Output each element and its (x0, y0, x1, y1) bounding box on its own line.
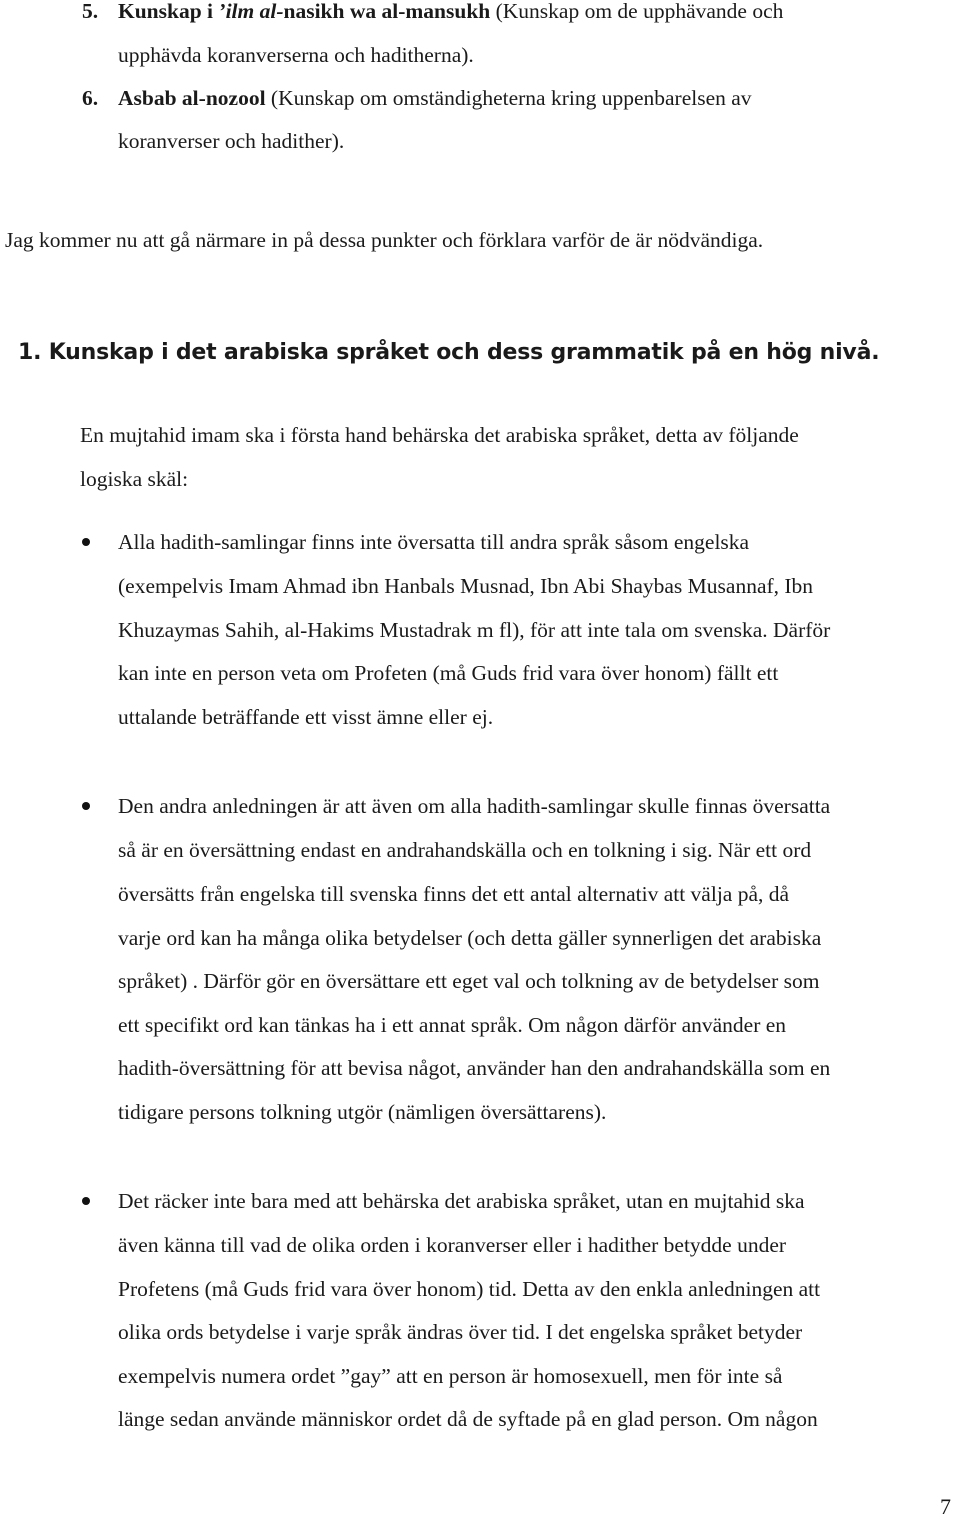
bullet-line: ett specifikt ord kan tänkas ha i ett annat språk. Om någon därför använder en (118, 1013, 787, 1037)
bullet-line: exempelvis numera ordet ”gay” att en person är homosexuell, men för inte så (118, 1364, 783, 1388)
bullet-line: Alla hadith-samlingar finns inte översatta till andra språk såsom engelska (118, 530, 750, 554)
list-item-title: Kunskap i (118, 0, 219, 23)
bullet-line: Khuzaymas Sahih, al-Hakims Mustadrak m fl), för att inte tala om svenska. Därför (118, 618, 831, 642)
list-number: 6. (82, 86, 99, 110)
list-item-title: Asbab al-nozool (118, 86, 266, 110)
bullet-line: så är en översättning endast en andrahandskälla och en tolkning i sig. När ett ord (118, 838, 812, 862)
bullet-line: språket) . Därför gör en översättare ett eget val och tolkning av de betydelser som (118, 969, 820, 993)
bullet-line: (exempelvis Imam Ahmad ibn Hanbals Musnad, Ibn Abi Shaybas Musannaf, Ibn (118, 574, 814, 598)
bullet-line: Profetens (må Guds frid vara över honom) tid. Detta av den enkla anledningen att (118, 1277, 821, 1301)
list-item-line: upphävda koranverserna och haditherna). (118, 43, 474, 67)
page-number: 7 (940, 1494, 951, 1519)
list-item-line: koranverser och hadither). (118, 129, 345, 153)
bullet-icon (82, 1197, 90, 1205)
bullet-line: Det räcker inte bara med att behärska det arabiska språket, utan en mujtahid ska (118, 1189, 805, 1213)
bullet-icon (82, 538, 90, 546)
section-heading: 1. Kunskap i det arabiska språket och dess grammatik på en hög nivå. (18, 340, 880, 365)
list-item-title: nasikh wa al-mansukh (283, 0, 491, 23)
paragraph-line: logiska skäl: (80, 467, 189, 491)
bullet-icon (82, 802, 90, 810)
list-item-text: (Kunskap om omständigheterna kring uppenbarelsen av (265, 86, 752, 110)
list-number: 5. (82, 0, 99, 23)
paragraph-line: En mujtahid imam ska i första hand behärska det arabiska språket, detta av följande (80, 423, 799, 447)
list-item-line (118, 1, 783, 23)
bullet-line: Den andra anledningen är att även om alla hadith-samlingar skulle finnas översatta (118, 794, 831, 818)
bullet-line: varje ord kan ha många olika betydelser (och detta gäller synnerligen det arabiska (118, 926, 822, 950)
bullet-line: även känna till vad de olika orden i koranverser eller i hadither betydde under (118, 1233, 787, 1257)
bullet-line: tidigare persons tolkning utgör (nämligen översättarens). (118, 1100, 607, 1124)
bullet-line: översätts från engelska till svenska finns det ett antal alternativ att välja på, då (118, 882, 790, 906)
list-item-title-italic: ’ilm al- (218, 0, 284, 23)
bullet-line: länge sedan använde människor ordet då de syftade på en glad person. Om någon (118, 1407, 818, 1431)
bullet-line: uttalande beträffande ett visst ämne eller ej. (118, 705, 494, 729)
intro-paragraph: Jag kommer nu att gå närmare in på dessa punkter och förklara varför de är nödvändiga. (5, 228, 764, 252)
list-item-text: (Kunskap om de upphävande och (490, 0, 784, 23)
bullet-line: olika ords betydelse i varje språk ändras över tid. I det engelska språket betyder (118, 1320, 803, 1344)
bullet-line: hadith-översättning för att bevisa något, använder han den andrahandskälla som en (118, 1056, 831, 1080)
list-item-line (118, 88, 752, 110)
bullet-line: kan inte en person veta om Profeten (må Guds frid vara över honom) fällt ett (118, 661, 779, 685)
